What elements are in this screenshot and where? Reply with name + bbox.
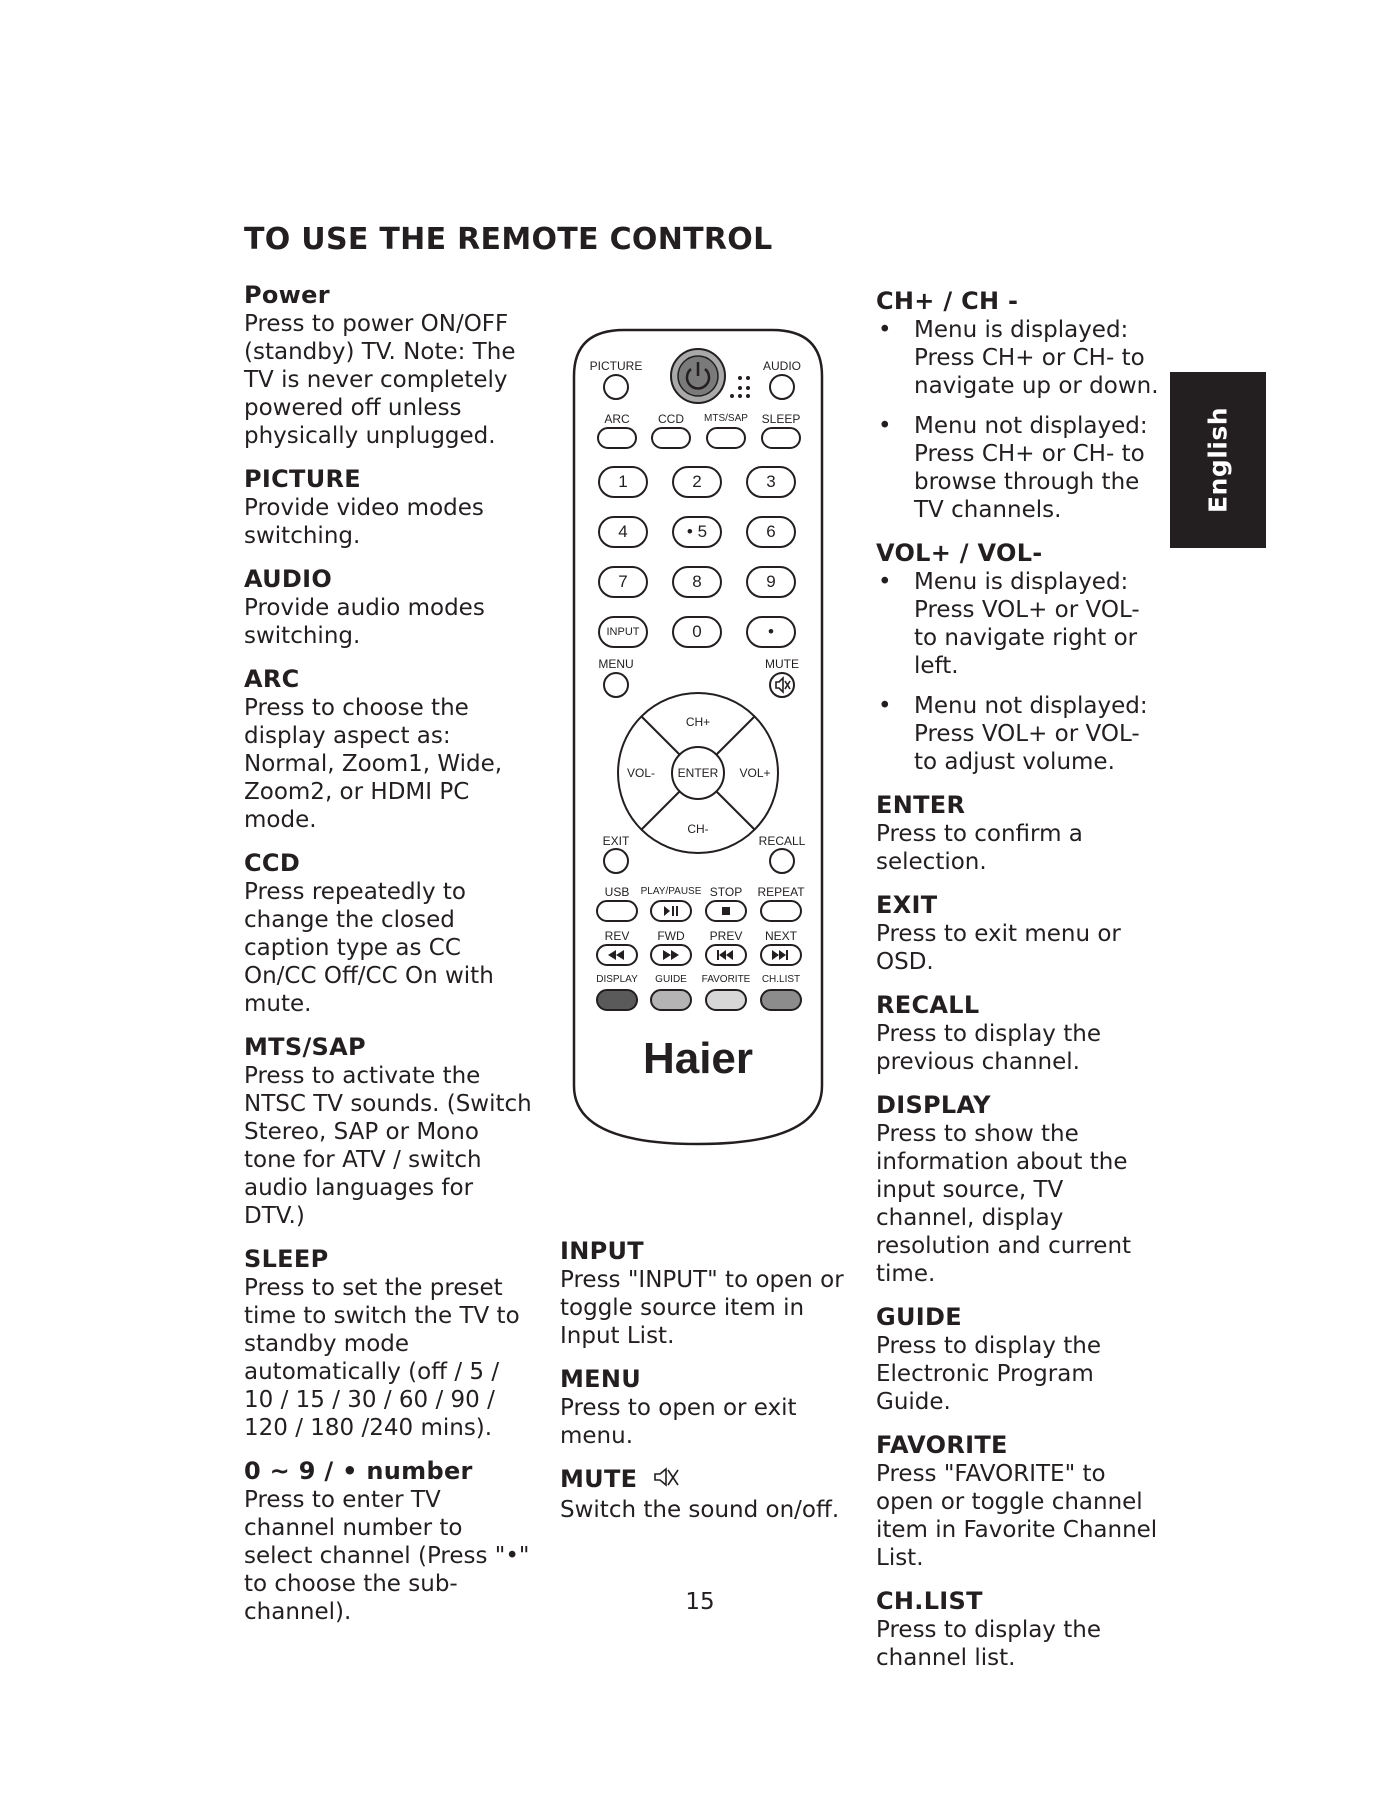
section-heading: ENTER — [876, 791, 966, 819]
mts-sap-label: MTS/SAP — [704, 413, 748, 424]
ch-list-label: CH.LIST — [761, 974, 801, 985]
bullet-item: • Menu is displayed: Press VOL+ or VOL- to navigate right or left. — [876, 568, 1166, 680]
menu-button — [604, 673, 628, 697]
favorite-button — [706, 990, 746, 1010]
section-heading: GUIDE — [876, 1303, 962, 1331]
section-menu — [560, 1364, 850, 1450]
repeat-label: REPEAT — [757, 885, 805, 899]
section-text: Press "INPUT" to open or toggle source item in Input List. — [560, 1267, 844, 1349]
bullet-list — [876, 568, 1166, 776]
section-heading: SLEEP — [244, 1245, 329, 1273]
page-title: TO USE THE REMOTE CONTROL — [244, 222, 773, 257]
section-audio — [244, 564, 534, 650]
key-label: 2 — [692, 472, 702, 491]
picture-button — [604, 375, 628, 399]
section-text: Press to activate the NTSC TV sounds. (Switch Stereo, SAP or Mono tone for ATV / switch audio languages for DTV.) — [244, 1063, 532, 1229]
section-heading: CH+ / CH - — [876, 287, 1019, 315]
key-label: 1 — [618, 472, 628, 491]
section-heading: 0 ~ 9 / • number — [244, 1457, 473, 1485]
guide-button — [651, 990, 691, 1010]
section-guide — [876, 1302, 1166, 1416]
section-heading: VOL+ / VOL- — [876, 539, 1043, 567]
section-sleep — [244, 1244, 534, 1442]
display-label: DISPLAY — [596, 974, 638, 985]
key-label: 8 — [692, 572, 702, 591]
ccd-button — [652, 428, 690, 448]
dpad-left-label: VOL- — [626, 766, 656, 780]
section-heading: RECALL — [876, 991, 980, 1019]
key-label: 9 — [766, 572, 776, 591]
remote-control-illustration — [560, 326, 836, 1148]
ccd-label: CCD — [658, 412, 684, 426]
section-heading: ARC — [244, 665, 300, 693]
section-text: Press to choose the display aspect as: Normal, Zoom1, Wide, Zoom2, or HDMI PC mode. — [244, 695, 503, 833]
section-heading: MENU — [560, 1365, 642, 1393]
key-label: INPUT — [606, 626, 640, 638]
rev-label: REV — [604, 929, 630, 943]
left-column — [244, 280, 534, 1640]
bullet-list — [876, 316, 1166, 524]
exit-button — [604, 849, 628, 873]
section-display — [876, 1090, 1166, 1288]
section-text: Provide audio modes switching. — [244, 595, 485, 649]
section-heading-row — [560, 1464, 850, 1496]
play-pause-button — [651, 901, 691, 921]
dpad-down-label: CH- — [687, 822, 709, 836]
key-label: 3 — [766, 472, 776, 491]
middle-column — [560, 1236, 850, 1538]
sleep-button — [762, 428, 800, 448]
section-enter — [876, 790, 1166, 876]
dpad-center-label: ENTER — [677, 766, 719, 780]
repeat-button — [761, 901, 801, 921]
section-input — [560, 1236, 850, 1350]
section-heading: CCD — [244, 849, 301, 877]
guide-label: GUIDE — [655, 974, 687, 985]
ch-list-button — [761, 990, 801, 1010]
section-channel — [876, 286, 1166, 524]
section-text: Press to show the information about the input source, TV channel, display resolution and current time. — [876, 1121, 1132, 1287]
key-label: • 5 — [686, 522, 708, 541]
stop-label: STOP — [709, 885, 743, 899]
dpad-up-label: CH+ — [685, 715, 711, 729]
section-heading: MTS/SAP — [244, 1033, 366, 1061]
play-pause-label: PLAY/PAUSE — [640, 886, 702, 897]
section-text: Press to set the preset time to switch the TV to standby mode automatically (off / 5 / 10 / 15 / 30 / 60 / 90 / 120 / 180 /240 mins). — [244, 1275, 520, 1441]
audio-button — [770, 375, 794, 399]
section-heading: AUDIO — [244, 565, 333, 593]
section-text: Switch the sound on/off. — [560, 1496, 840, 1523]
arc-button — [598, 428, 636, 448]
mute-icon — [652, 1465, 680, 1496]
stop-icon — [722, 907, 730, 915]
section-text: Press to power ON/OFF (standby) TV. Note: The TV is never completely powered off unless physically unplugged. — [244, 311, 516, 449]
section-text: Press to exit menu or OSD. — [876, 921, 1121, 975]
section-text: Press to confirm a selection. — [876, 821, 1083, 875]
key-label: 0 — [692, 622, 702, 641]
key-label: 7 — [618, 572, 628, 591]
section-heading: FAVORITE — [876, 1431, 1008, 1459]
language-tab-label: English — [1203, 406, 1233, 514]
section-mts-sap — [244, 1032, 534, 1230]
section-favorite — [876, 1430, 1166, 1572]
key-label: 6 — [766, 522, 776, 541]
sleep-label: SLEEP — [761, 412, 801, 426]
section-text: Press to display the previous channel. — [876, 1021, 1101, 1075]
favorite-label: FAVORITE — [701, 974, 751, 985]
section-heading: Power — [244, 281, 330, 309]
section-text: Press to display the Electronic Program Guide. — [876, 1333, 1101, 1415]
menu-label: MENU — [598, 657, 634, 671]
prev-label: PREV — [709, 929, 743, 943]
section-picture — [244, 464, 534, 550]
picture-label: PICTURE — [589, 359, 643, 373]
section-text: Press to display the channel list. — [876, 1617, 1101, 1671]
mute-button — [770, 673, 794, 697]
section-text: Provide video modes switching. — [244, 495, 484, 549]
section-heading: INPUT — [560, 1237, 644, 1265]
dpad-right-label: VOL+ — [739, 766, 771, 780]
section-ccd — [244, 848, 534, 1018]
audio-label: AUDIO — [762, 359, 802, 373]
mts-sap-button — [707, 428, 745, 448]
arc-label: ARC — [604, 412, 630, 426]
page-number: 15 — [685, 1589, 715, 1615]
section-text: Press to enter TV channel number to select channel (Press "•" to choose the sub-channel). — [244, 1487, 530, 1625]
usb-button — [597, 901, 637, 921]
key-label: 4 — [618, 522, 628, 541]
display-button — [597, 990, 637, 1010]
section-volume — [876, 538, 1166, 776]
section-power — [244, 280, 534, 450]
section-text: Press to open or exit menu. — [560, 1395, 797, 1449]
right-column — [876, 286, 1166, 1686]
section-heading: CH.LIST — [876, 1587, 983, 1615]
section-text: Press repeatedly to change the closed caption type as CC On/CC Off/CC On with mute. — [244, 879, 494, 1017]
language-tab — [1170, 372, 1266, 548]
brand-logo: Haier — [642, 1034, 754, 1083]
recall-button — [770, 849, 794, 873]
exit-label: EXIT — [602, 834, 630, 848]
section-heading: PICTURE — [244, 465, 361, 493]
section-heading: EXIT — [876, 891, 938, 919]
key-label: • — [768, 622, 774, 641]
usb-label: USB — [604, 885, 630, 899]
fwd-label: FWD — [657, 929, 685, 943]
section-heading: MUTE — [560, 1465, 638, 1493]
mute-label: MUTE — [765, 657, 799, 671]
bullet-item: • Menu is displayed: Press CH+ or CH- to navigate up or down. — [876, 316, 1166, 400]
recall-label: RECALL — [758, 834, 806, 848]
section-exit — [876, 890, 1166, 976]
section-recall — [876, 990, 1166, 1076]
bullet-item: • Menu not displayed: Press CH+ or CH- to browse through the TV channels. — [876, 412, 1166, 524]
bullet-item: • Menu not displayed: Press VOL+ or VOL- to adjust volume. — [876, 692, 1166, 776]
section-text: Press "FAVORITE" to open or toggle channel item in Favorite Channel List. — [876, 1461, 1158, 1571]
next-label: NEXT — [764, 929, 798, 943]
section-mute — [560, 1464, 850, 1524]
section-arc — [244, 664, 534, 834]
section-heading: DISPLAY — [876, 1091, 991, 1119]
